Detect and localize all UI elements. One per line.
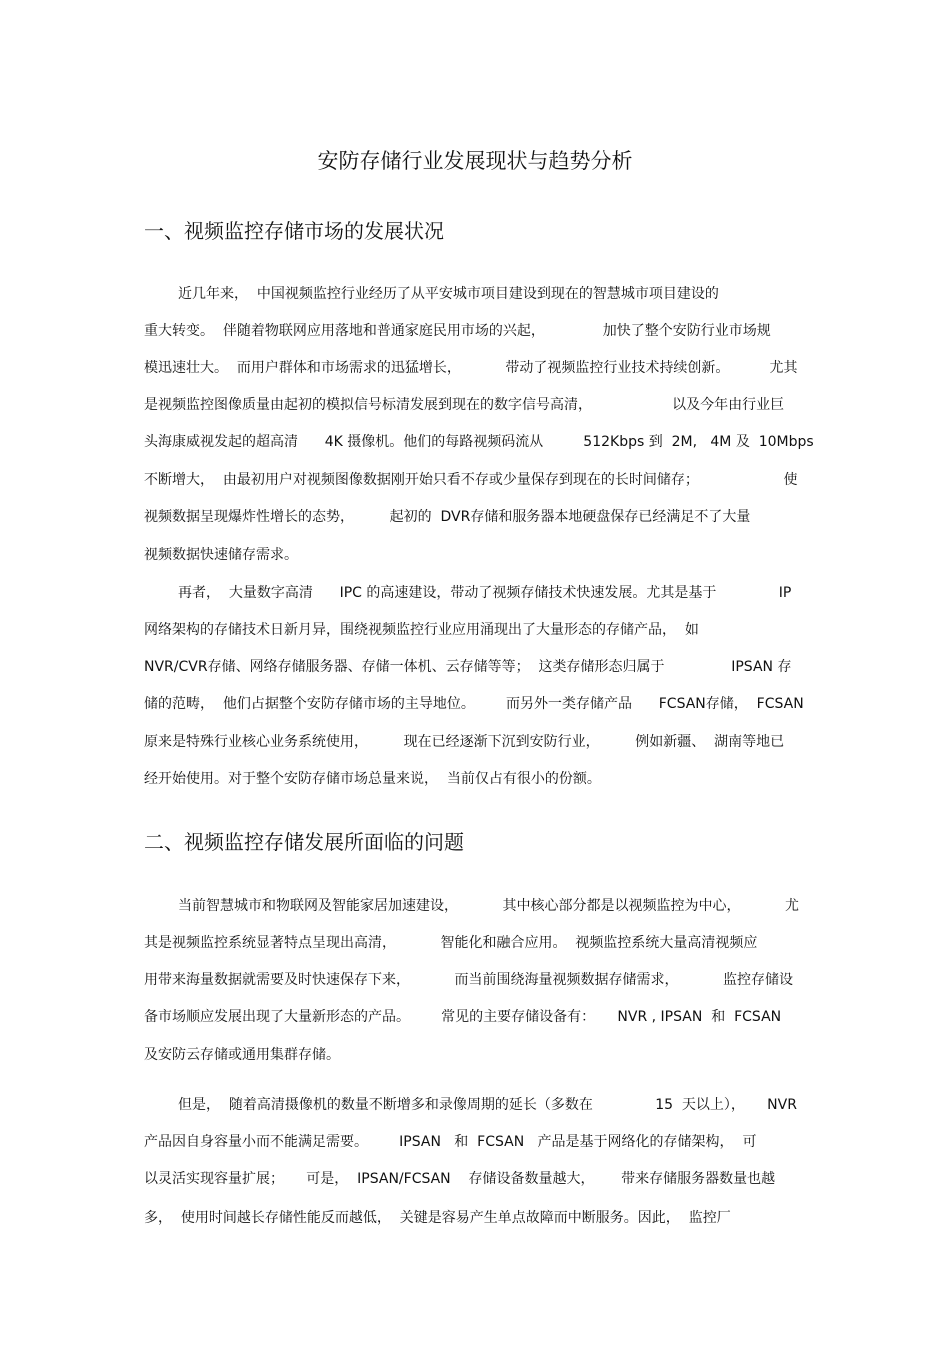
paragraph-line: 及安防云存储或通用集群存储。 — [144, 1047, 340, 1063]
paragraph-line: 再者， 大量数字高清 IPC 的高速建设，带动了视频存储技术快速发展。尤其是基于 IP — [178, 585, 792, 601]
paragraph-line: 网络架构的存储技术日新月异，围绕视频监控行业应用涌现出了大量形态的存储产品， 如 — [144, 622, 699, 638]
paragraph-line: 视频数据呈现爆炸性增长的态势， 起初的 DVR存储和服务器本地硬盘保存已经满足不了大量 — [144, 509, 751, 525]
section-heading-2: 二、视频监控存储发展所面临的问题 — [144, 830, 464, 854]
paragraph-line: 储的范畴， 他们占据整个安防存储市场的主导地位。 而另外一类存储产品 FCSAN存储， FCSAN — [144, 696, 804, 712]
paragraph-line: 以灵活实现容量扩展； 可是， IPSAN/FCSAN 存储设备数量越大， 带来存储服务器数量也越 — [144, 1171, 776, 1187]
paragraph-line: 备市场顺应发展出现了大量新形态的产品。 常见的主要存储设备有： NVR , IPSAN 和 FCSAN — [144, 1009, 782, 1025]
section-heading-1: 一、视频监控存储市场的发展状况 — [144, 219, 444, 243]
paragraph-line: 产品因自身容量小而不能满足需要。 IPSAN 和 FCSAN 产品是基于网络化的存储架构， 可 — [144, 1134, 757, 1150]
paragraph-line: 头海康威视发起的超高清 4K 摄像机。他们的每路视频码流从 512Kbps 到 2M, 4M 及 10Mbps — [144, 434, 814, 450]
paragraph-line: 用带来海量数据就需要及时快速保存下来， 而当前围绕海量视频数据存储需求， 监控存储设 — [144, 972, 794, 988]
paragraph-line: 其是视频监控系统显著特点呈现出高清， 智能化和融合应用。 视频监控系统大量高清视频应 — [144, 935, 758, 951]
paragraph-line: 近几年来， 中国视频监控行业经历了从平安城市项目建设到现在的智慧城市项目建设的 — [178, 286, 719, 302]
paragraph-line: 原来是特殊行业核心业务系统使用， 现在已经逐渐下沉到安防行业， 例如新疆、 湖南等地已 — [144, 734, 785, 750]
paragraph-line: 是视频监控图像质量由起初的模拟信号标清发展到现在的数字信号高清， 以及今年由行业巨 — [144, 397, 785, 413]
paragraph-line: 不断增大， 由最初用户对视频图像数据刚开始只看不存或少量保存到现在的长时间储存； 使 — [144, 472, 798, 488]
paragraph-line: 视频数据快速储存需求。 — [144, 547, 298, 563]
paragraph-line: 多， 使用时间越长存储性能反而越低， 关键是容易产生单点故障而中断服务。因此， 监控厂 — [144, 1210, 731, 1226]
paragraph-line: 模迅速壮大。 而用户群体和市场需求的迅猛增长， 带动了视频监控行业技术持续创新。 尤其 — [144, 360, 798, 376]
paragraph-line: 重大转变。 伴随着物联网应用落地和普通家庭民用市场的兴起， 加快了整个安防行业市场规 — [144, 323, 771, 339]
paragraph-line: 但是， 随着高清摄像机的数量不断增多和录像周期的延长（多数在 15 天以上）， NVR — [178, 1097, 797, 1113]
paragraph-line: NVR/CVR存储、网络存储服务器、存储一体机、云存储等等； 这类存储形态归属于 IPSAN 存 — [144, 659, 792, 675]
paragraph-line: 经开始使用。对于整个安防存储市场总量来说， 当前仅占有很小的份额。 — [144, 771, 601, 787]
document-title: 安防存储行业发展现状与趋势分析 — [317, 149, 633, 173]
paragraph-line: 当前智慧城市和物联网及智能家居加速建设， 其中核心部分都是以视频监控为中心， 尤 — [178, 898, 800, 914]
